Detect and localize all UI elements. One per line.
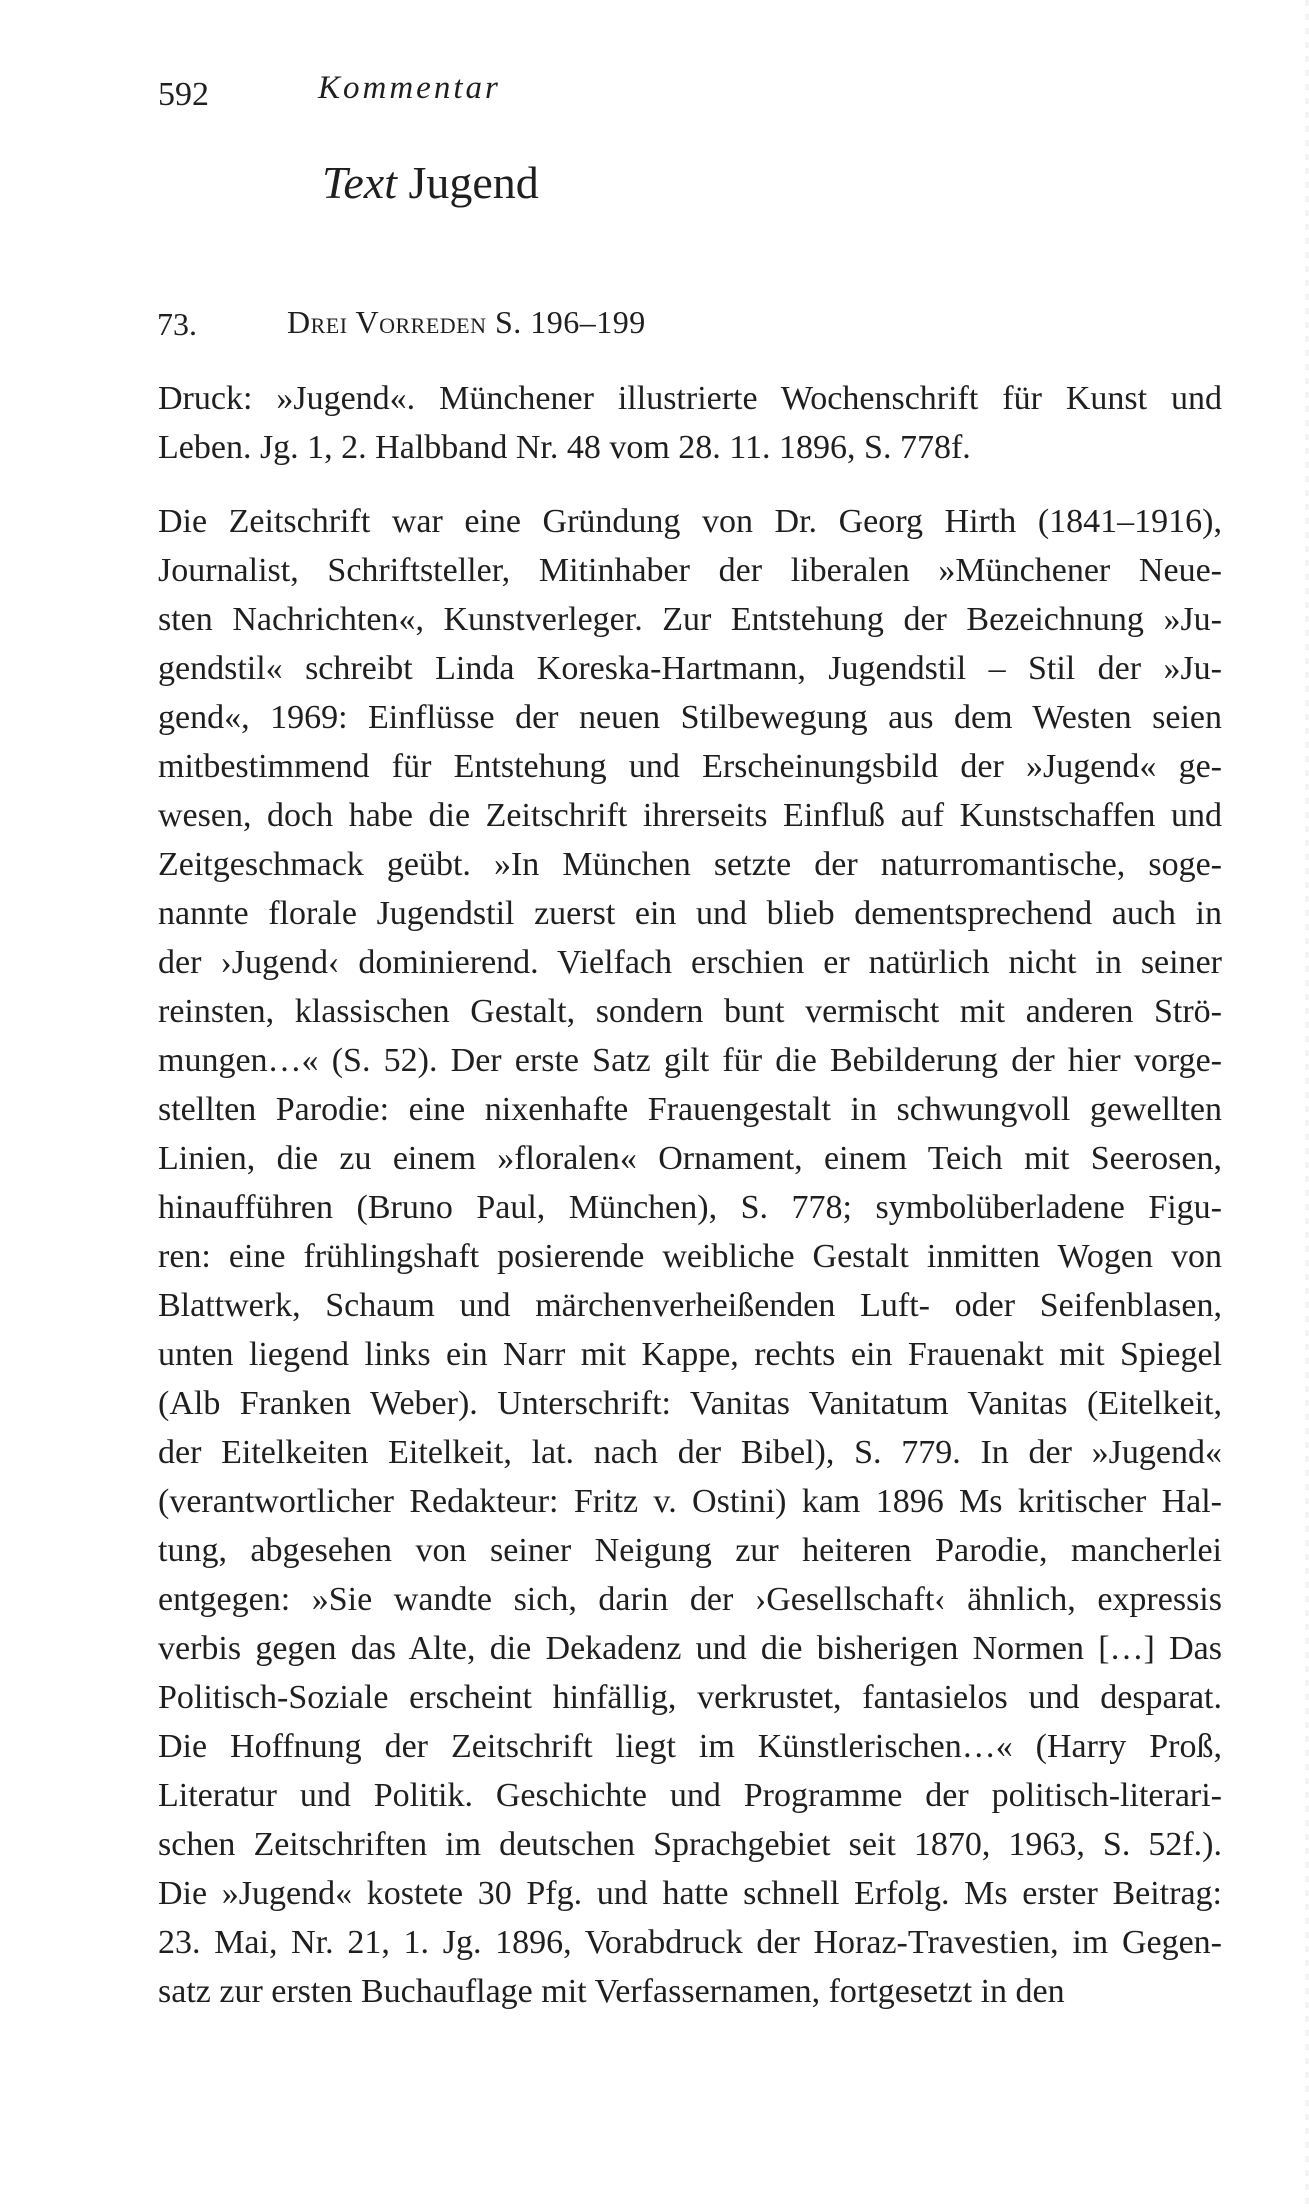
- text-line: tung, abgesehen von seiner Neigung zur heiteren Parodie, mancherlei: [158, 1532, 1222, 1569]
- text-line: Journalist, Schriftsteller, Mitinhaber der liberalen »Münchener Neue-: [158, 552, 1222, 589]
- text-line: ren: eine frühlingshaft posierende weibliche Gestalt inmitten Wogen von: [158, 1238, 1222, 1275]
- text-line: verbis gegen das Alte, die Dekadenz und die bisherigen Normen […] Das: [158, 1630, 1222, 1667]
- running-head: Kommentar: [318, 70, 501, 106]
- text-line: stellten Parodie: eine nixenhafte Frauengestalt in schwungvoll gewellten: [158, 1091, 1222, 1128]
- text-line: Literatur und Politik. Geschichte und Programme der politisch-literari-: [158, 1777, 1222, 1814]
- text-line: gendstil« schreibt Linda Koreska-Hartmann, Jugendstil – Stil der »Ju-: [158, 650, 1222, 687]
- text-line: Die Hoffnung der Zeitschrift liegt im Künstlerischen…« (Harry Proß,: [158, 1728, 1222, 1765]
- text-line: hinaufführen (Bruno Paul, München), S. 778; symbolüberladene Figu-: [158, 1189, 1222, 1226]
- text-line: mungen…« (S. 52). Der erste Satz gilt für die Bebilderung der hier vorge-: [158, 1042, 1222, 1079]
- entry-title: Drei Vorreden S. 196–199: [287, 304, 646, 340]
- text-line: (Alb Franken Weber). Unterschrift: Vanitas Vanitatum Vanitas (Eitelkeit,: [158, 1385, 1222, 1422]
- text-line: Leben. Jg. 1, 2. Halbband Nr. 48 vom 28. 11. 1896, S. 778f.: [158, 429, 971, 466]
- text-line: Die »Jugend« kostete 30 Pfg. und hatte schnell Erfolg. Ms erster Beitrag:: [158, 1875, 1222, 1912]
- text-line: nannte florale Jugendstil zuerst ein und blieb dementsprechend auch in: [158, 895, 1222, 932]
- text-line: der Eitelkeiten Eitelkeit, lat. nach der Bibel), S. 779. In der »Jugend«: [158, 1434, 1222, 1471]
- text-line: Linien, die zu einem »floralen« Ornament, einem Teich mit Seerosen,: [158, 1140, 1222, 1177]
- page-number: 592: [158, 76, 209, 113]
- text-line: unten liegend links ein Narr mit Kappe, rechts ein Frauenakt mit Spiegel: [158, 1336, 1222, 1373]
- text-line: satz zur ersten Buchauflage mit Verfassernamen, fortgesetzt in den: [158, 1973, 1065, 2010]
- text-line: sten Nachrichten«, Kunstverleger. Zur Entstehung der Bezeichnung »Ju-: [158, 601, 1222, 638]
- text-line: Die Zeitschrift war eine Gründung von Dr. Georg Hirth (1841–1916),: [158, 503, 1222, 540]
- text-line: schen Zeitschriften im deutschen Sprachgebiet seit 1870, 1963, S. 52f.).: [158, 1826, 1222, 1863]
- text-line: Druck: »Jugend«. Münchener illustrierte Wochenschrift für Kunst und: [158, 380, 1222, 417]
- section-title: [322, 157, 539, 208]
- text-line: gend«, 1969: Einflüsse der neuen Stilbewegung aus dem Westen seien: [158, 699, 1222, 736]
- scan-page-edge: [1305, 0, 1309, 2209]
- text-line: 23. Mai, Nr. 21, 1. Jg. 1896, Vorabdruck der Horaz-Travestien, im Gegen-: [158, 1924, 1222, 1961]
- text-line: mitbestimmend für Entstehung und Erscheinungsbild der »Jugend« ge-: [158, 748, 1222, 785]
- text-line: Blattwerk, Schaum und märchenverheißenden Luft- oder Seifenblasen,: [158, 1287, 1222, 1324]
- entry-number: 73.: [157, 306, 197, 342]
- text-line: reinsten, klassischen Gestalt, sondern bunt vermischt mit anderen Strö-: [158, 993, 1222, 1030]
- section-title-rest: Jugend: [396, 157, 539, 208]
- print-source-paragraph: [158, 374, 1222, 472]
- text-line: (verantwortlicher Redakteur: Fritz v. Ostini) kam 1896 Ms kritischer Hal-: [158, 1483, 1222, 1520]
- text-line: Zeitgeschmack geübt. »In München setzte der naturromantische, soge-: [158, 846, 1222, 883]
- text-line: entgegen: »Sie wandte sich, darin der ›Gesellschaft‹ ähnlich, expressis: [158, 1581, 1222, 1618]
- text-line: Politisch-Soziale erscheint hinfällig, verkrustet, fantasielos und desparat.: [158, 1679, 1222, 1716]
- section-title-italic: Text: [322, 157, 397, 208]
- commentary-paragraph: [158, 497, 1222, 2016]
- text-line: der ›Jugend‹ dominierend. Vielfach erschien er natürlich nicht in seiner: [158, 944, 1222, 981]
- text-line: wesen, doch habe die Zeitschrift ihrerseits Einfluß auf Kunstschaffen und: [158, 797, 1222, 834]
